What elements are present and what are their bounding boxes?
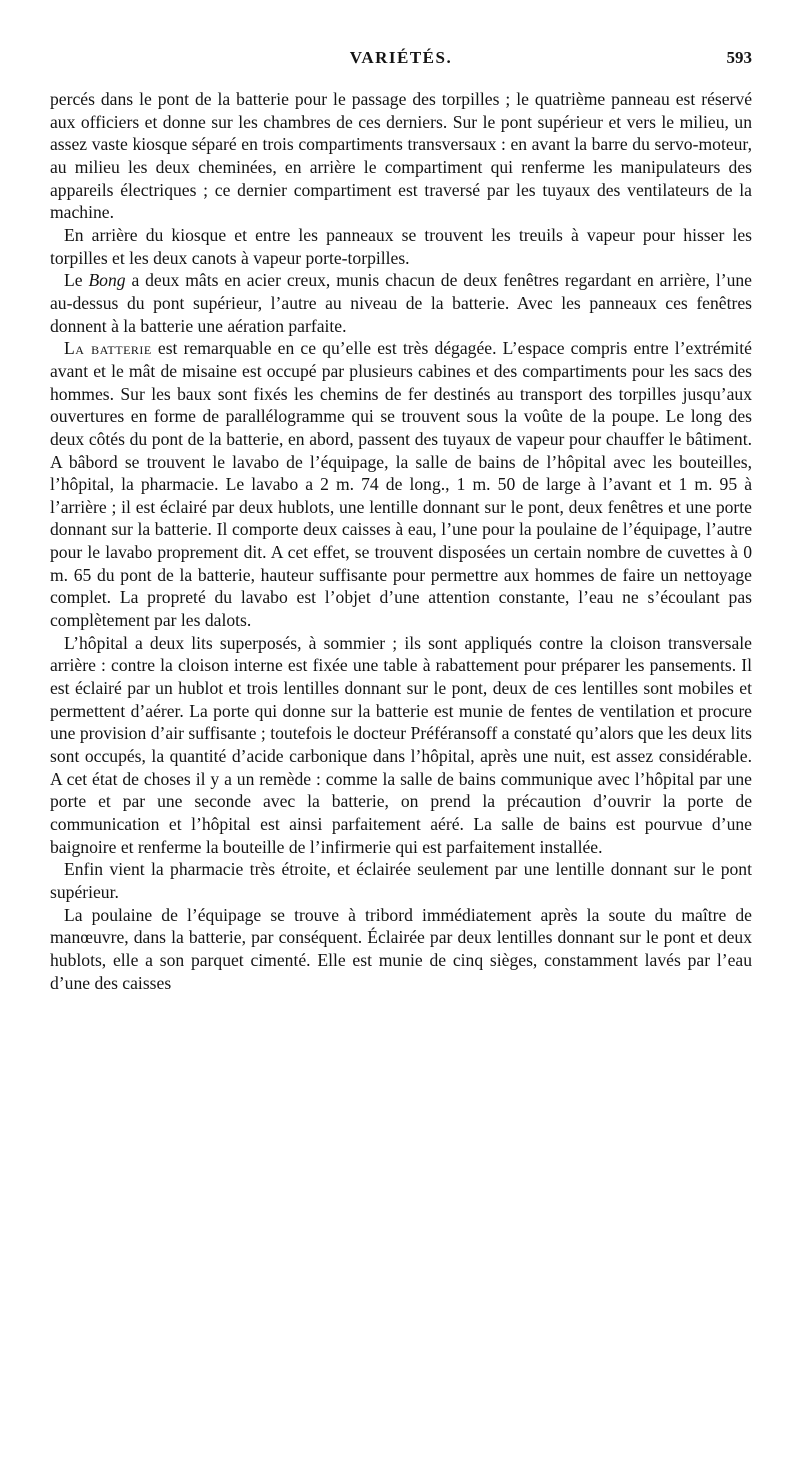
paragraph-1: percés dans le pont de la batterie pour le passage des torpilles ; le quatrième panneau est réservé aux officiers et donne sur les chambres de ces derniers. Sur le pont supérieur et vers le milieu, un assez vaste kiosque séparé en trois compartiments transversaux : en avant la barre du servo-moteur, au milieu les deux cheminées, en arrière le compartiment qui renferme les manipulateurs des appareils électriques ; ce dernier compartiment est traversé par les tuyaux des ventilateurs de la machine. bbox=[50, 89, 752, 223]
paragraph-7: La poulaine de l’équipage se trouve à tribord immédiatement après la soute du maître de manœuvre, dans la batterie, par conséquent. Éclairée par deux lentilles donnant sur le pont et deux hublots, elle a son parquet cimenté. Elle est munie de cinq sièges, constamment lavés par l’eau d’une des caisses bbox=[50, 904, 752, 993]
paragraph-3-lead: Le bbox=[64, 270, 89, 291]
page-number: 593 bbox=[726, 48, 752, 67]
running-head bbox=[50, 48, 752, 74]
paragraph-6: Enfin vient la pharmacie très étroite, et éclairée seulement par une lentille donnant sur le pont supérieur. bbox=[50, 859, 752, 902]
running-title: VARIÉTÉS. bbox=[349, 48, 453, 67]
paragraph-3-text: a deux mâts en acier creux, munis chacun de deux fenêtres regardant en arrière, l’une au-dessus du pont supérieur, l’autre au niveau de la batterie. Avec les panneaux ces fenêtres donnent à la batterie une aération parfaite. bbox=[50, 270, 752, 336]
paragraph-2: En arrière du kiosque et entre les panneaux se trouvent les treuils à vapeur pour hisser les torpilles et les deux canots à vapeur porte-torpilles. bbox=[50, 224, 752, 268]
body-text bbox=[50, 88, 752, 994]
paragraph-4 bbox=[50, 337, 752, 632]
section-heading-batterie: La batterie bbox=[64, 338, 152, 359]
ship-name: Bong bbox=[88, 270, 126, 291]
paragraph-3 bbox=[50, 269, 752, 337]
paragraph-4-text: est remarquable en ce qu’elle est très dégagée. L’espace compris entre l’extrémité avant et le mât de misaine est occupé par plusieurs cabines et des compartiments pour les sacs des hommes. Sur les baux sont fixés les chemins de fer destinés au transport des torpilles jusqu’aux ouvertures en forme de parallélogramme qui se trouvent sous la voûte de la poupe. Le long des deux côtés du pont de la batterie, en abord, passent des tuyaux de vapeur pour chauffer le bâtiment. A bâbord se trouvent le lavabo de l’équipage, la salle de bains de l’hôpital avec les bouteilles, l’hôpital, la pharmacie. Le lavabo a 2 m. 74 de long., 1 m. 50 de large à l’avant et 1 m. 95 à l’arrière ; il est éclairé par deux hublots, une lentille donnant sur le pont, deux fenêtres et une porte donnant sur la batterie. Il comporte deux caisses à eau, l’une pour la poulaine de l’équipage, l’autre pour le lavabo proprement dit. A cet effet, se trouvent disposées un certain nombre de cuvettes à 0 m. 65 du pont de la batterie, hauteur suffisante pour permettre aux hommes de faire un nettoyage complet. La propreté du lavabo est l’objet d’une attention constante, l’eau ne s’écoulant pas complètement par les dalots. bbox=[50, 338, 752, 631]
paragraph-5: L’hôpital a deux lits superposés, à sommier ; ils sont appliqués contre la cloison transversale arrière : contre la cloison interne est fixée une table à rabattement pour préparer les pansements. Il est éclairé par un hublot et trois lentilles donnant sur le pont, deux de ces lentilles sont mobiles et permettent d’aérer. La porte qui donne sur la batterie est munie de fentes de ventilation et procure une provision d’air suffisante ; toutefois le docteur Préféransoff a constaté qu’alors que les deux lits sont occupés, la quantité d’acide carbonique dans l’hôpital, après une nuit, est assez considérable. A cet état de choses il y a un remède : comme la salle de bains communique avec l’hôpital par une porte et par une seconde avec la batterie, on prend la précaution d’ouvrir la porte de communication et l’hôpital est ainsi parfaitement aéré. La salle de bains est pourvue d’une baignoire et renferme la bouteille de l’infirmerie qui est parfaitement installée. bbox=[50, 632, 752, 857]
